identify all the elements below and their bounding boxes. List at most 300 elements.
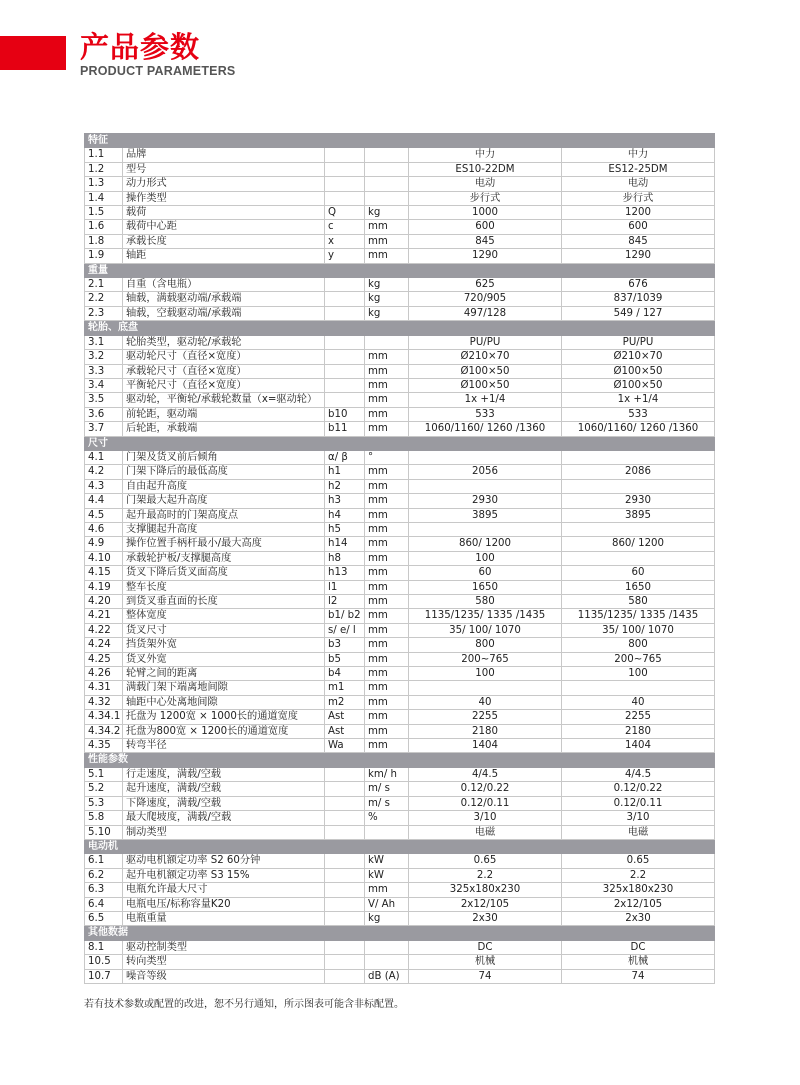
row-value-model-1: 1060/1160/ 1260 /1360: [409, 422, 562, 436]
row-id: 5.8: [85, 811, 123, 825]
row-label: 到货叉垂直面的长度: [123, 595, 325, 609]
row-label: 操作类型: [123, 191, 325, 205]
row-value-model-1: 电动: [409, 177, 562, 191]
table-row: [85, 623, 715, 637]
section-title: 轮胎、底盘: [85, 321, 715, 335]
row-value-model-2: 1x +1/4: [562, 393, 715, 407]
row-id: 4.31: [85, 681, 123, 695]
row-id: 6.4: [85, 897, 123, 911]
row-symbol: x: [325, 234, 365, 248]
row-id: 1.8: [85, 234, 123, 248]
row-label: 起升电机额定功率 S3 15%: [123, 868, 325, 882]
table-row: [85, 450, 715, 464]
row-unit: mm: [365, 595, 409, 609]
table-row: [85, 191, 715, 205]
row-symbol: [325, 350, 365, 364]
row-value-model-1: 2255: [409, 710, 562, 724]
row-value-model-2: PU/PU: [562, 335, 715, 349]
table-row: [85, 234, 715, 248]
row-value-model-2: [562, 681, 715, 695]
row-label: 整车长度: [123, 580, 325, 594]
row-symbol: [325, 868, 365, 882]
table-row: [85, 868, 715, 882]
table-row: [85, 767, 715, 781]
row-unit: mm: [365, 220, 409, 234]
row-unit: kg: [365, 306, 409, 320]
row-value-model-2: 3/10: [562, 811, 715, 825]
section-title: 其他数据: [85, 926, 715, 940]
row-value-model-2: 533: [562, 407, 715, 421]
row-id: 3.1: [85, 335, 123, 349]
row-unit: mm: [365, 407, 409, 421]
table-row: [85, 854, 715, 868]
row-label: 门架下降后的最低高度: [123, 465, 325, 479]
row-label: 轴距中心处离地间隙: [123, 695, 325, 709]
row-id: 1.3: [85, 177, 123, 191]
row-value-model-2: 676: [562, 278, 715, 292]
row-symbol: [325, 335, 365, 349]
table-row: [85, 638, 715, 652]
row-value-model-1: 2180: [409, 724, 562, 738]
row-id: 1.4: [85, 191, 123, 205]
row-label: 整体宽度: [123, 609, 325, 623]
row-label: 承载轮尺寸（直径×宽度）: [123, 364, 325, 378]
row-label: 平衡轮尺寸（直径×宽度）: [123, 378, 325, 392]
row-label: 型号: [123, 162, 325, 176]
table-row: [85, 825, 715, 839]
row-id: 2.2: [85, 292, 123, 306]
row-id: 1.2: [85, 162, 123, 176]
row-symbol: [325, 292, 365, 306]
table-row: [85, 681, 715, 695]
row-unit: mm: [365, 249, 409, 263]
row-unit: kW: [365, 854, 409, 868]
row-id: 6.2: [85, 868, 123, 882]
table-row: [85, 162, 715, 176]
row-id: 6.5: [85, 911, 123, 925]
row-value-model-1: 1290: [409, 249, 562, 263]
row-label: 电瓶重量: [123, 911, 325, 925]
row-value-model-2: 40: [562, 695, 715, 709]
table-row: [85, 148, 715, 162]
row-symbol: h2: [325, 479, 365, 493]
row-unit: mm: [365, 522, 409, 536]
row-symbol: [325, 825, 365, 839]
row-id: 2.1: [85, 278, 123, 292]
row-value-model-1: 3/10: [409, 811, 562, 825]
row-value-model-2: 4/4.5: [562, 767, 715, 781]
row-id: 3.5: [85, 393, 123, 407]
row-symbol: Ast: [325, 710, 365, 724]
table-row: [85, 911, 715, 925]
table-row: [85, 364, 715, 378]
row-id: 4.24: [85, 638, 123, 652]
row-label: 转弯半径: [123, 739, 325, 753]
row-value-model-1: 625: [409, 278, 562, 292]
section-header: [85, 436, 715, 450]
row-label: 电瓶允许最大尺寸: [123, 883, 325, 897]
row-value-model-1: 200~765: [409, 652, 562, 666]
row-symbol: b3: [325, 638, 365, 652]
table-row: [85, 897, 715, 911]
table-row: [85, 249, 715, 263]
row-id: 4.19: [85, 580, 123, 594]
row-value-model-1: 100: [409, 551, 562, 565]
row-id: 4.10: [85, 551, 123, 565]
row-id: 3.6: [85, 407, 123, 421]
table-row: [85, 595, 715, 609]
row-id: 1.1: [85, 148, 123, 162]
table-row: [85, 609, 715, 623]
row-unit: kg: [365, 278, 409, 292]
row-unit: mm: [365, 422, 409, 436]
row-symbol: [325, 148, 365, 162]
row-value-model-1: 580: [409, 595, 562, 609]
row-symbol: [325, 364, 365, 378]
row-symbol: [325, 940, 365, 954]
table-row: [85, 465, 715, 479]
row-unit: [365, 177, 409, 191]
row-id: 3.2: [85, 350, 123, 364]
row-unit: mm: [365, 350, 409, 364]
row-symbol: h13: [325, 566, 365, 580]
row-id: 4.32: [85, 695, 123, 709]
row-symbol: h4: [325, 508, 365, 522]
row-value-model-1: 2.2: [409, 868, 562, 882]
page-subtitle: PRODUCT PARAMETERS: [80, 64, 236, 78]
row-symbol: l1: [325, 580, 365, 594]
row-label: 最大爬坡度，满载/空载: [123, 811, 325, 825]
row-value-model-2: [562, 522, 715, 536]
row-label: 制动类型: [123, 825, 325, 839]
table-row: [85, 220, 715, 234]
row-value-model-2: 电磁: [562, 825, 715, 839]
row-value-model-1: 2x30: [409, 911, 562, 925]
row-value-model-2: 2086: [562, 465, 715, 479]
row-value-model-2: 0.65: [562, 854, 715, 868]
row-value-model-2: [562, 551, 715, 565]
row-id: 6.1: [85, 854, 123, 868]
row-value-model-1: [409, 450, 562, 464]
table-row: [85, 422, 715, 436]
row-label: 门架最大起升高度: [123, 494, 325, 508]
row-label: 驱动轮，平衡轮/承载轮数量（x=驱动轮）: [123, 393, 325, 407]
table-row: [85, 494, 715, 508]
table-row: [85, 479, 715, 493]
row-unit: mm: [365, 378, 409, 392]
row-value-model-1: [409, 479, 562, 493]
row-id: 4.34.2: [85, 724, 123, 738]
row-value-model-1: 0.12/0.22: [409, 782, 562, 796]
row-value-model-2: 845: [562, 234, 715, 248]
row-id: 5.10: [85, 825, 123, 839]
row-unit: mm: [365, 566, 409, 580]
row-value-model-2: 0.12/0.22: [562, 782, 715, 796]
row-symbol: b10: [325, 407, 365, 421]
row-value-model-2: 2255: [562, 710, 715, 724]
row-value-model-1: 1135/1235/ 1335 /1435: [409, 609, 562, 623]
row-id: 2.3: [85, 306, 123, 320]
row-id: 10.5: [85, 955, 123, 969]
row-id: 4.9: [85, 537, 123, 551]
row-id: 4.21: [85, 609, 123, 623]
row-symbol: [325, 854, 365, 868]
row-label: 载荷: [123, 206, 325, 220]
table-row: [85, 782, 715, 796]
row-symbol: [325, 796, 365, 810]
row-value-model-1: 325x180x230: [409, 883, 562, 897]
row-unit: mm: [365, 479, 409, 493]
row-value-model-2: 600: [562, 220, 715, 234]
row-value-model-2: DC: [562, 940, 715, 954]
row-unit: mm: [365, 681, 409, 695]
row-label: 驱动控制类型: [123, 940, 325, 954]
table-row: [85, 407, 715, 421]
row-unit: V/ Ah: [365, 897, 409, 911]
row-label: 轴距: [123, 249, 325, 263]
row-label: 托盘为 1200宽 × 1000长的通道宽度: [123, 710, 325, 724]
row-value-model-1: DC: [409, 940, 562, 954]
row-id: 4.3: [85, 479, 123, 493]
table-row: [85, 883, 715, 897]
row-label: 自重（含电瓶）: [123, 278, 325, 292]
row-value-model-2: 200~765: [562, 652, 715, 666]
row-symbol: [325, 897, 365, 911]
row-value-model-1: 35/ 100/ 1070: [409, 623, 562, 637]
row-value-model-1: 2x12/105: [409, 897, 562, 911]
row-id: 4.25: [85, 652, 123, 666]
row-value-model-2: 2x12/105: [562, 897, 715, 911]
row-value-model-2: 35/ 100/ 1070: [562, 623, 715, 637]
row-label: 货叉外宽: [123, 652, 325, 666]
row-symbol: [325, 911, 365, 925]
row-label: 电瓶电压/标称容量K20: [123, 897, 325, 911]
row-unit: mm: [365, 580, 409, 594]
row-symbol: b5: [325, 652, 365, 666]
row-symbol: [325, 782, 365, 796]
row-value-model-1: 1x +1/4: [409, 393, 562, 407]
row-unit: mm: [365, 883, 409, 897]
row-symbol: [325, 811, 365, 825]
row-label: 前轮距，驱动端: [123, 407, 325, 421]
row-value-model-1: 2930: [409, 494, 562, 508]
row-symbol: b4: [325, 667, 365, 681]
row-value-model-2: 步行式: [562, 191, 715, 205]
row-value-model-1: 4/4.5: [409, 767, 562, 781]
row-unit: m/ s: [365, 782, 409, 796]
row-value-model-1: [409, 522, 562, 536]
row-symbol: [325, 883, 365, 897]
row-symbol: h14: [325, 537, 365, 551]
row-symbol: b11: [325, 422, 365, 436]
row-value-model-2: 1404: [562, 739, 715, 753]
table-row: [85, 306, 715, 320]
row-id: 4.26: [85, 667, 123, 681]
row-id: 5.2: [85, 782, 123, 796]
row-value-model-2: 1060/1160/ 1260 /1360: [562, 422, 715, 436]
row-unit: mm: [365, 364, 409, 378]
row-value-model-2: [562, 450, 715, 464]
section-title: 特征: [85, 134, 715, 148]
section-header: [85, 753, 715, 767]
row-id: 3.3: [85, 364, 123, 378]
row-value-model-2: 2.2: [562, 868, 715, 882]
table-row: [85, 710, 715, 724]
row-unit: mm: [365, 393, 409, 407]
row-id: 5.1: [85, 767, 123, 781]
table-row: [85, 537, 715, 551]
row-value-model-1: Ø100×50: [409, 378, 562, 392]
row-value-model-2: 100: [562, 667, 715, 681]
row-unit: mm: [365, 739, 409, 753]
row-unit: [365, 940, 409, 954]
row-id: 1.5: [85, 206, 123, 220]
row-unit: [365, 335, 409, 349]
row-id: 4.6: [85, 522, 123, 536]
row-value-model-1: Ø100×50: [409, 364, 562, 378]
section-title: 重量: [85, 263, 715, 277]
row-symbol: h1: [325, 465, 365, 479]
row-value-model-1: 1404: [409, 739, 562, 753]
row-value-model-2: 1200: [562, 206, 715, 220]
row-value-model-2: [562, 479, 715, 493]
row-value-model-1: 电磁: [409, 825, 562, 839]
row-label: 支撑腿起升高度: [123, 522, 325, 536]
row-unit: mm: [365, 465, 409, 479]
row-label: 轮胎类型，驱动轮/承载轮: [123, 335, 325, 349]
row-label: 轮臂之间的距离: [123, 667, 325, 681]
table-row: [85, 955, 715, 969]
row-value-model-1: PU/PU: [409, 335, 562, 349]
table-row: [85, 739, 715, 753]
section-title: 电动机: [85, 839, 715, 853]
table-row: [85, 378, 715, 392]
table-row: [85, 695, 715, 709]
row-unit: [365, 825, 409, 839]
row-value-model-1: [409, 681, 562, 695]
table-row: [85, 335, 715, 349]
row-unit: mm: [365, 234, 409, 248]
row-label: 轴载，满载驱动端/承载端: [123, 292, 325, 306]
table-row: [85, 177, 715, 191]
row-symbol: [325, 191, 365, 205]
row-value-model-2: 1135/1235/ 1335 /1435: [562, 609, 715, 623]
row-unit: mm: [365, 724, 409, 738]
row-symbol: Q: [325, 206, 365, 220]
row-id: 10.7: [85, 969, 123, 983]
row-value-model-2: 60: [562, 566, 715, 580]
row-value-model-1: 1650: [409, 580, 562, 594]
table-row: [85, 292, 715, 306]
row-label: 下降速度，满载/空载: [123, 796, 325, 810]
row-label: 品牌: [123, 148, 325, 162]
row-unit: mm: [365, 537, 409, 551]
row-value-model-2: 1290: [562, 249, 715, 263]
table-row: [85, 811, 715, 825]
spec-table: [84, 133, 715, 984]
section-title: 尺寸: [85, 436, 715, 450]
row-unit: mm: [365, 667, 409, 681]
row-symbol: [325, 393, 365, 407]
row-label: 噪音等级: [123, 969, 325, 983]
row-symbol: h5: [325, 522, 365, 536]
row-label: 承载长度: [123, 234, 325, 248]
row-id: 4.15: [85, 566, 123, 580]
row-value-model-2: 电动: [562, 177, 715, 191]
row-value-model-1: 100: [409, 667, 562, 681]
row-value-model-2: 0.12/0.11: [562, 796, 715, 810]
row-value-model-2: 580: [562, 595, 715, 609]
table-row: [85, 796, 715, 810]
section-header: [85, 263, 715, 277]
row-value-model-1: ES10-22DM: [409, 162, 562, 176]
row-label: 起升最高时的门架高度点: [123, 508, 325, 522]
row-value-model-1: 60: [409, 566, 562, 580]
row-label: 门架及货叉前后倾角: [123, 450, 325, 464]
row-value-model-2: 2x30: [562, 911, 715, 925]
row-label: 承载轮护板/支撑腿高度: [123, 551, 325, 565]
row-value-model-2: Ø100×50: [562, 378, 715, 392]
row-unit: %: [365, 811, 409, 825]
row-symbol: h8: [325, 551, 365, 565]
row-label: 行走速度，满载/空载: [123, 767, 325, 781]
row-label: 货叉下降后货叉面高度: [123, 566, 325, 580]
row-value-model-1: Ø210×70: [409, 350, 562, 364]
header-accent-bar: [0, 36, 66, 70]
row-id: 5.3: [85, 796, 123, 810]
row-unit: kW: [365, 868, 409, 882]
row-label: 挡货架外宽: [123, 638, 325, 652]
row-symbol: s/ e/ l: [325, 623, 365, 637]
row-symbol: m2: [325, 695, 365, 709]
row-value-model-1: 0.65: [409, 854, 562, 868]
row-label: 轴载，空载驱动端/承载端: [123, 306, 325, 320]
row-value-model-1: 3895: [409, 508, 562, 522]
row-unit: [365, 955, 409, 969]
row-value-model-1: 533: [409, 407, 562, 421]
row-label: 驱动轮尺寸（直径×宽度）: [123, 350, 325, 364]
row-value-model-2: ES12-25DM: [562, 162, 715, 176]
row-value-model-2: 2180: [562, 724, 715, 738]
row-unit: mm: [365, 508, 409, 522]
section-header: [85, 839, 715, 853]
row-label: 动力形式: [123, 177, 325, 191]
row-value-model-2: 2930: [562, 494, 715, 508]
row-label: 后轮距，承载端: [123, 422, 325, 436]
row-value-model-2: Ø100×50: [562, 364, 715, 378]
row-value-model-1: 中力: [409, 148, 562, 162]
row-unit: mm: [365, 494, 409, 508]
row-value-model-2: 549 / 127: [562, 306, 715, 320]
page-title: 产品参数: [80, 30, 201, 64]
row-unit: mm: [365, 551, 409, 565]
row-symbol: Ast: [325, 724, 365, 738]
table-row: [85, 551, 715, 565]
row-unit: kg: [365, 206, 409, 220]
table-row: [85, 652, 715, 666]
row-value-model-2: 机械: [562, 955, 715, 969]
row-value-model-1: 2056: [409, 465, 562, 479]
row-unit: dB (A): [365, 969, 409, 983]
row-id: 4.1: [85, 450, 123, 464]
row-id: 3.7: [85, 422, 123, 436]
table-row: [85, 508, 715, 522]
row-value-model-2: 1650: [562, 580, 715, 594]
row-value-model-2: 325x180x230: [562, 883, 715, 897]
row-value-model-2: 860/ 1200: [562, 537, 715, 551]
row-value-model-2: 74: [562, 969, 715, 983]
row-id: 4.34.1: [85, 710, 123, 724]
